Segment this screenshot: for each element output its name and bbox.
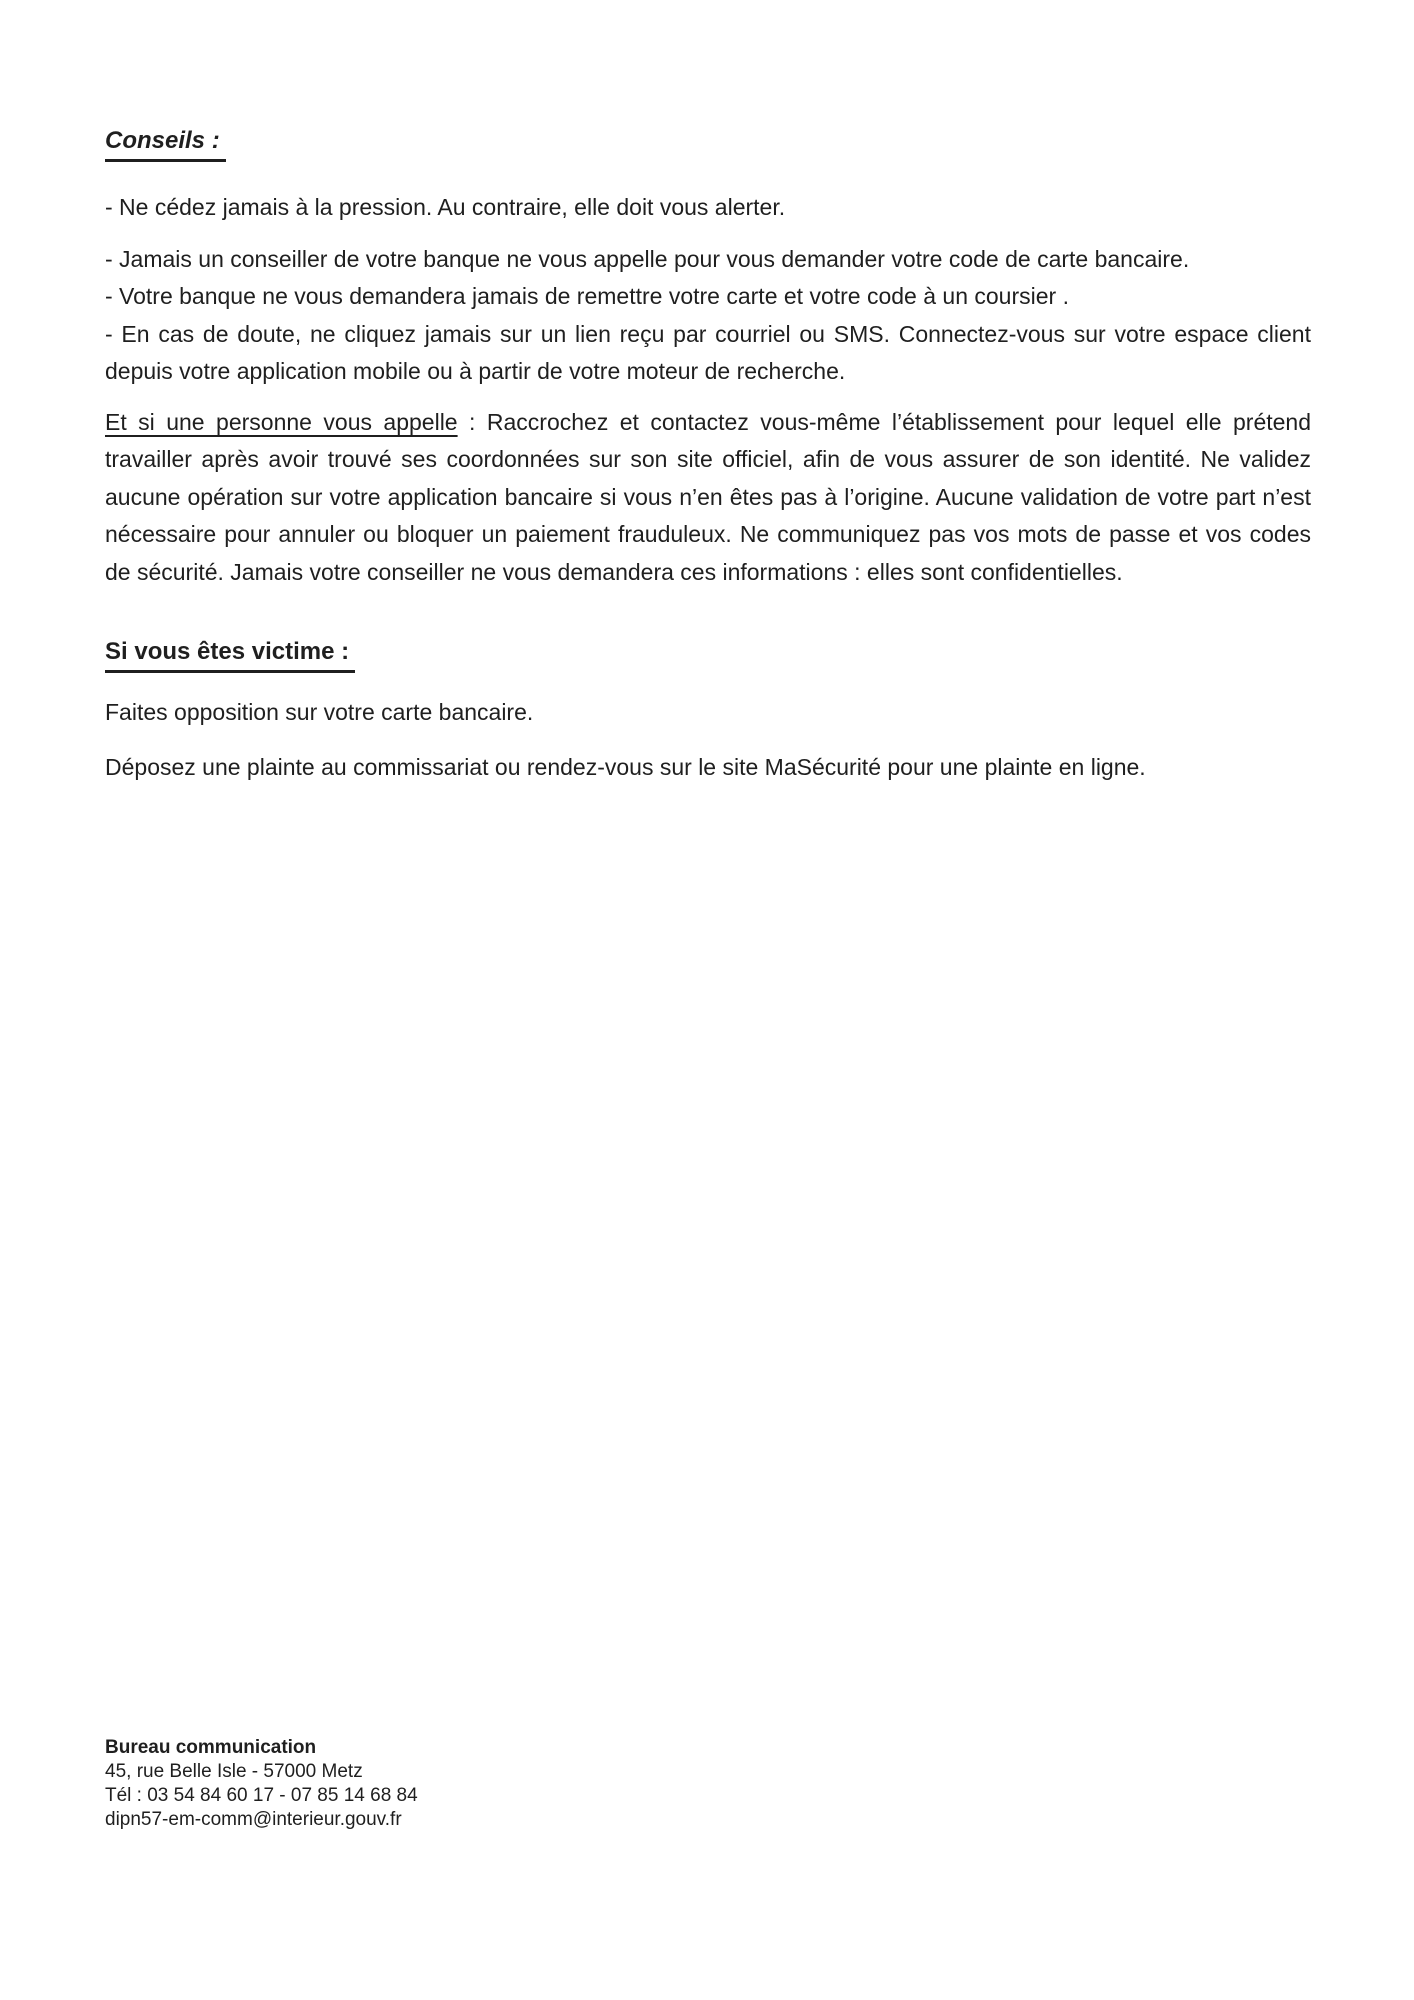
- paragraph-appel-lead: Et si une personne vous appelle: [105, 408, 458, 435]
- footer-contact-block: [105, 1736, 418, 1832]
- footer-office-name: Bureau communication: [105, 1737, 317, 1758]
- bullet-pression: - Ne cédez jamais à la pression. Au contraire, elle doit vous alerter.: [105, 194, 786, 220]
- paragraph-opposition: Faites opposition sur votre carte bancaire.: [105, 699, 534, 725]
- bullet-conseiller: - Jamais un conseiller de votre banque ne vous appelle pour vous demander votre code de carte bancaire.: [105, 245, 1190, 272]
- footer-email: dipn57-em-comm@interieur.gouv.fr: [105, 1809, 402, 1830]
- bullet-group: [105, 241, 1311, 391]
- paragraph-appel: [105, 404, 1311, 592]
- bullet-coursier: - Votre banque ne vous demandera jamais de remettre votre carte et votre code à un coursier .: [105, 283, 1069, 309]
- bullet-lien: - En cas de doute, ne cliquez jamais sur un lien reçu par courriel ou SMS. Connectez-vous sur votre espace client depuis votre application mobile ou à partir de votre moteur de recherche.: [105, 320, 1311, 384]
- victime-heading-text: Si vous êtes victime :: [105, 637, 355, 673]
- paragraph-appel-rest: : Raccrochez et contactez vous-même l’établissement pour lequel elle prétend travailler après avoir trouvé ses coordonnées sur son site officiel, afin de vous assurer de son identité. Ne validez aucune opération sur votre application bancaire si vous n’en êtes pas à l’origine. Aucune validation de votre part n’est nécessaire pour annuler ou bloquer un paiement frauduleux. Ne communiquez pas vos mots de passe et vos codes de sécurité. Jamais votre conseiller ne vous demandera ces informations : elles sont confidentielles.: [105, 408, 1311, 585]
- paragraph-plainte: Déposez une plainte au commissariat ou rendez-vous sur le site MaSécurité pour une plainte en ligne.: [105, 753, 1146, 780]
- document-body: [105, 126, 1311, 786]
- footer-phone: Tél : 03 54 84 60 17 - 07 85 14 68 84: [105, 1785, 418, 1806]
- conseils-heading-text: Conseils :: [105, 126, 226, 162]
- footer-address: 45, rue Belle Isle - 57000 Metz: [105, 1761, 363, 1782]
- conseils-heading: [105, 126, 1311, 162]
- victime-heading: [105, 637, 1311, 673]
